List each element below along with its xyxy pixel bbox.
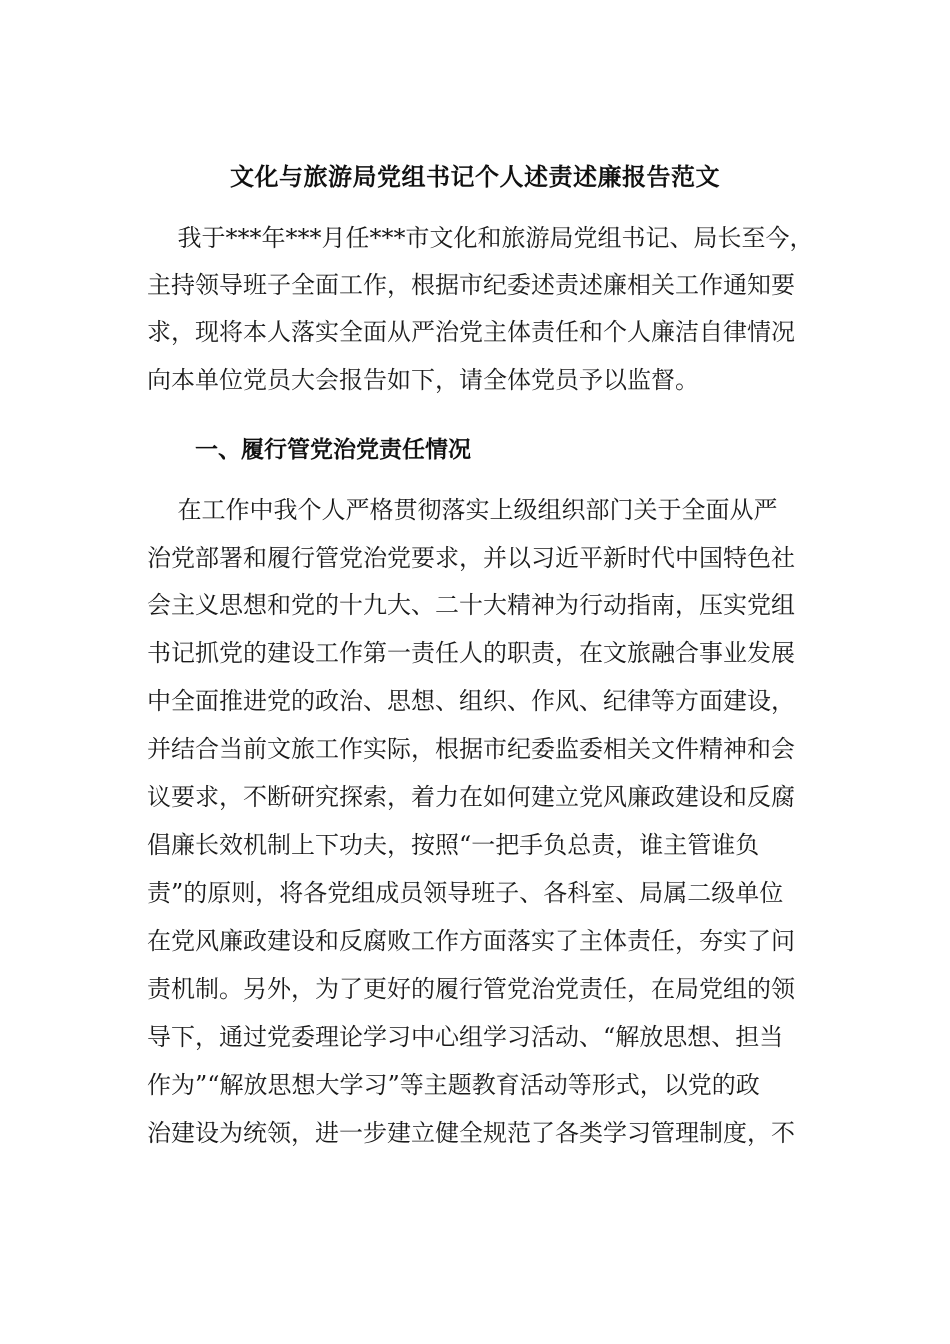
section-heading: 一、履行管党治党责任情况 [195, 437, 471, 463]
body-line-1: 在工作中我个人严格贯彻落实上级组织部门关于全面从严 [147, 496, 778, 524]
body-line-11: 责机制。另外，为了更好的履行管党治党责任，在局党组的领 [147, 975, 795, 1003]
body-line-7: 议要求，不断研究探索，着力在如何建立党风廉政建设和反腐 [147, 783, 795, 811]
body-line-6: 并结合当前文旅工作实际，根据市纪委监委相关文件精神和会 [147, 735, 795, 763]
document-title: 文化与旅游局党组书记个人述责述廉报告范文 [230, 163, 720, 191]
intro-line-3: 求，现将本人落实全面从严治党主体责任和个人廉洁自律情况 [147, 318, 795, 346]
body-line-10: 在党风廉政建设和反腐败工作方面落实了主体责任，夯实了问 [147, 927, 795, 955]
intro-line-1: 我于***年***月任***市文化和旅游局党组书记、局长至今， [147, 224, 814, 252]
body-line-5: 中全面推进党的政治、思想、组织、作风、纪律等方面建设， [147, 687, 795, 715]
body-line-13: 作为”“解放思想大学习”等主题教育活动等形式，以党的政 [147, 1071, 760, 1099]
body-line-2: 治党部署和履行管党治党要求，并以习近平新时代中国特色社 [147, 544, 795, 572]
body-line-3: 会主义思想和党的十九大、二十大精神为行动指南，压实党组 [147, 591, 795, 619]
body-line-9: 责”的原则，将各党组成员领导班子、各科室、局属二级单位 [147, 879, 784, 907]
body-line-12: 导下，通过党委理论学习中心组学习活动、“解放思想、担当 [147, 1023, 784, 1051]
body-line-14: 治建设为统领，进一步建立健全规范了各类学习管理制度，不 [147, 1119, 795, 1147]
intro-line-4: 向本单位党员大会报告如下，请全体党员予以监督。 [147, 366, 699, 394]
intro-line-2: 主持领导班子全面工作，根据市纪委述责述廉相关工作通知要 [147, 271, 795, 299]
body-line-8: 倡廉长效机制上下功夫，按照“一把手负总责，谁主管谁负 [147, 831, 760, 859]
body-line-4: 书记抓党的建设工作第一责任人的职责，在文旅融合事业发展 [147, 639, 795, 667]
